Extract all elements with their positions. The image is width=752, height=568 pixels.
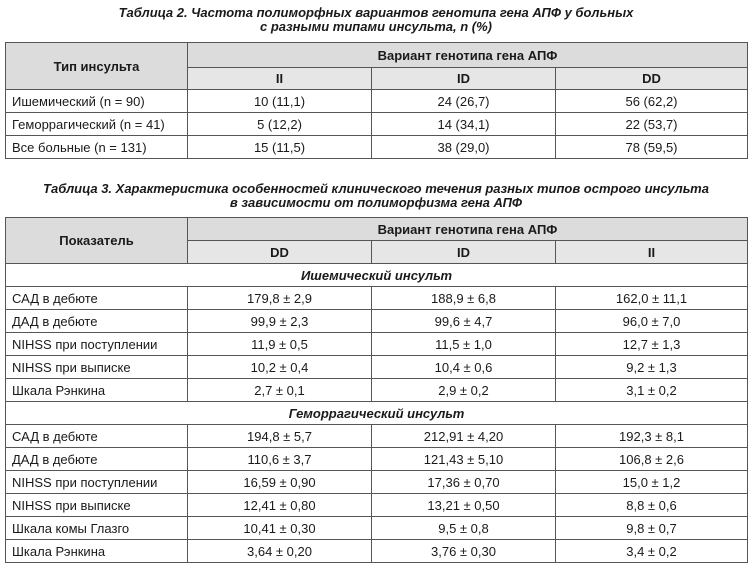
table-row (6, 494, 748, 517)
table2-column-header: II (188, 68, 372, 90)
table2-caption-line2: с разными типами инсульта, n (%) (260, 19, 492, 34)
table-cell: 188,9 ± 6,8 (372, 287, 556, 310)
table-cell: 5 (12,2) (188, 113, 372, 136)
table-cell: 10,41 ± 0,30 (188, 517, 372, 540)
table3-column-header: ID (372, 241, 556, 264)
section-title: Геморрагический инсульт (6, 402, 748, 425)
table3-caption (0, 182, 752, 210)
table-cell: 11,9 ± 0,5 (188, 333, 372, 356)
table-cell: 11,5 ± 1,0 (372, 333, 556, 356)
table-row (6, 425, 748, 448)
table-cell: 8,8 ± 0,6 (556, 494, 748, 517)
row-label: NIHSS при выписке (6, 356, 188, 379)
table-cell: 2,9 ± 0,2 (372, 379, 556, 402)
section-row (6, 264, 748, 287)
table-cell: 15,0 ± 1,2 (556, 471, 748, 494)
table2-column-header: ID (372, 68, 556, 90)
table-cell: 22 (53,7) (556, 113, 748, 136)
table-cell: 17,36 ± 0,70 (372, 471, 556, 494)
row-label: ДАД в дебюте (6, 310, 188, 333)
table-row (6, 517, 748, 540)
table-cell: 9,8 ± 0,7 (556, 517, 748, 540)
table-cell: 179,8 ± 2,9 (188, 287, 372, 310)
table-cell: 192,3 ± 8,1 (556, 425, 748, 448)
row-label: Все больные (n = 131) (6, 136, 188, 159)
table-cell: 194,8 ± 5,7 (188, 425, 372, 448)
table-cell: 96,0 ± 7,0 (556, 310, 748, 333)
table2-caption (0, 6, 752, 34)
table3-group-header: Вариант генотипа гена АПФ (188, 218, 748, 241)
row-label: Геморрагический (n = 41) (6, 113, 188, 136)
table2 (5, 42, 748, 159)
table-cell: 12,7 ± 1,3 (556, 333, 748, 356)
table-cell: 78 (59,5) (556, 136, 748, 159)
row-label: Шкала Рэнкина (6, 540, 188, 563)
table-cell: 24 (26,7) (372, 90, 556, 113)
table-cell: 9,5 ± 0,8 (372, 517, 556, 540)
table-cell: 99,9 ± 2,3 (188, 310, 372, 333)
table-cell: 10,2 ± 0,4 (188, 356, 372, 379)
table-row (6, 90, 748, 113)
row-label: NIHSS при поступлении (6, 333, 188, 356)
table-row (6, 333, 748, 356)
table-cell: 10 (11,1) (188, 90, 372, 113)
table-cell: 9,2 ± 1,3 (556, 356, 748, 379)
row-label: NIHSS при поступлении (6, 471, 188, 494)
section-row (6, 402, 748, 425)
table-cell: 3,64 ± 0,20 (188, 540, 372, 563)
table-row (6, 356, 748, 379)
table-cell: 162,0 ± 11,1 (556, 287, 748, 310)
table-row (6, 448, 748, 471)
table2-row-header: Тип инсульта (6, 43, 188, 90)
table-cell: 56 (62,2) (556, 90, 748, 113)
row-label: Ишемический (n = 90) (6, 90, 188, 113)
table-cell: 15 (11,5) (188, 136, 372, 159)
table-cell: 121,43 ± 5,10 (372, 448, 556, 471)
table3-caption-line2: в зависимости от полиморфизма гена АПФ (229, 195, 523, 210)
row-label: САД в дебюте (6, 287, 188, 310)
table-row (6, 287, 748, 310)
table-cell: 10,4 ± 0,6 (372, 356, 556, 379)
table2-caption-line1: Таблица 2. Частота полиморфных вариантов генотипа гена АПФ у больных (118, 5, 634, 20)
table3-row-header: Показатель (6, 218, 188, 264)
table-cell: 2,7 ± 0,1 (188, 379, 372, 402)
table-row (6, 310, 748, 333)
table-cell: 14 (34,1) (372, 113, 556, 136)
table-row (6, 136, 748, 159)
table2-group-header: Вариант генотипа гена АПФ (188, 43, 748, 68)
row-label: NIHSS при выписке (6, 494, 188, 517)
table2-column-header: DD (556, 68, 748, 90)
table3-column-header: II (556, 241, 748, 264)
table-cell: 38 (29,0) (372, 136, 556, 159)
table-cell: 13,21 ± 0,50 (372, 494, 556, 517)
table-row (6, 540, 748, 563)
table3-caption-line1: Таблица 3. Характеристика особенностей клинического течения разных типов острого инсульта (43, 181, 709, 196)
section-title: Ишемический инсульт (6, 264, 748, 287)
table-cell: 106,8 ± 2,6 (556, 448, 748, 471)
table-cell: 16,59 ± 0,90 (188, 471, 372, 494)
table-cell: 3,1 ± 0,2 (556, 379, 748, 402)
table-cell: 3,76 ± 0,30 (372, 540, 556, 563)
table-row (6, 113, 748, 136)
row-label: ДАД в дебюте (6, 448, 188, 471)
table-row (6, 379, 748, 402)
table-cell: 99,6 ± 4,7 (372, 310, 556, 333)
table-cell: 110,6 ± 3,7 (188, 448, 372, 471)
table-cell: 3,4 ± 0,2 (556, 540, 748, 563)
table-cell: 212,91 ± 4,20 (372, 425, 556, 448)
table-cell: 12,41 ± 0,80 (188, 494, 372, 517)
table3 (5, 217, 748, 563)
table-row (6, 471, 748, 494)
table3-column-header: DD (188, 241, 372, 264)
row-label: Шкала комы Глазго (6, 517, 188, 540)
row-label: Шкала Рэнкина (6, 379, 188, 402)
row-label: САД в дебюте (6, 425, 188, 448)
